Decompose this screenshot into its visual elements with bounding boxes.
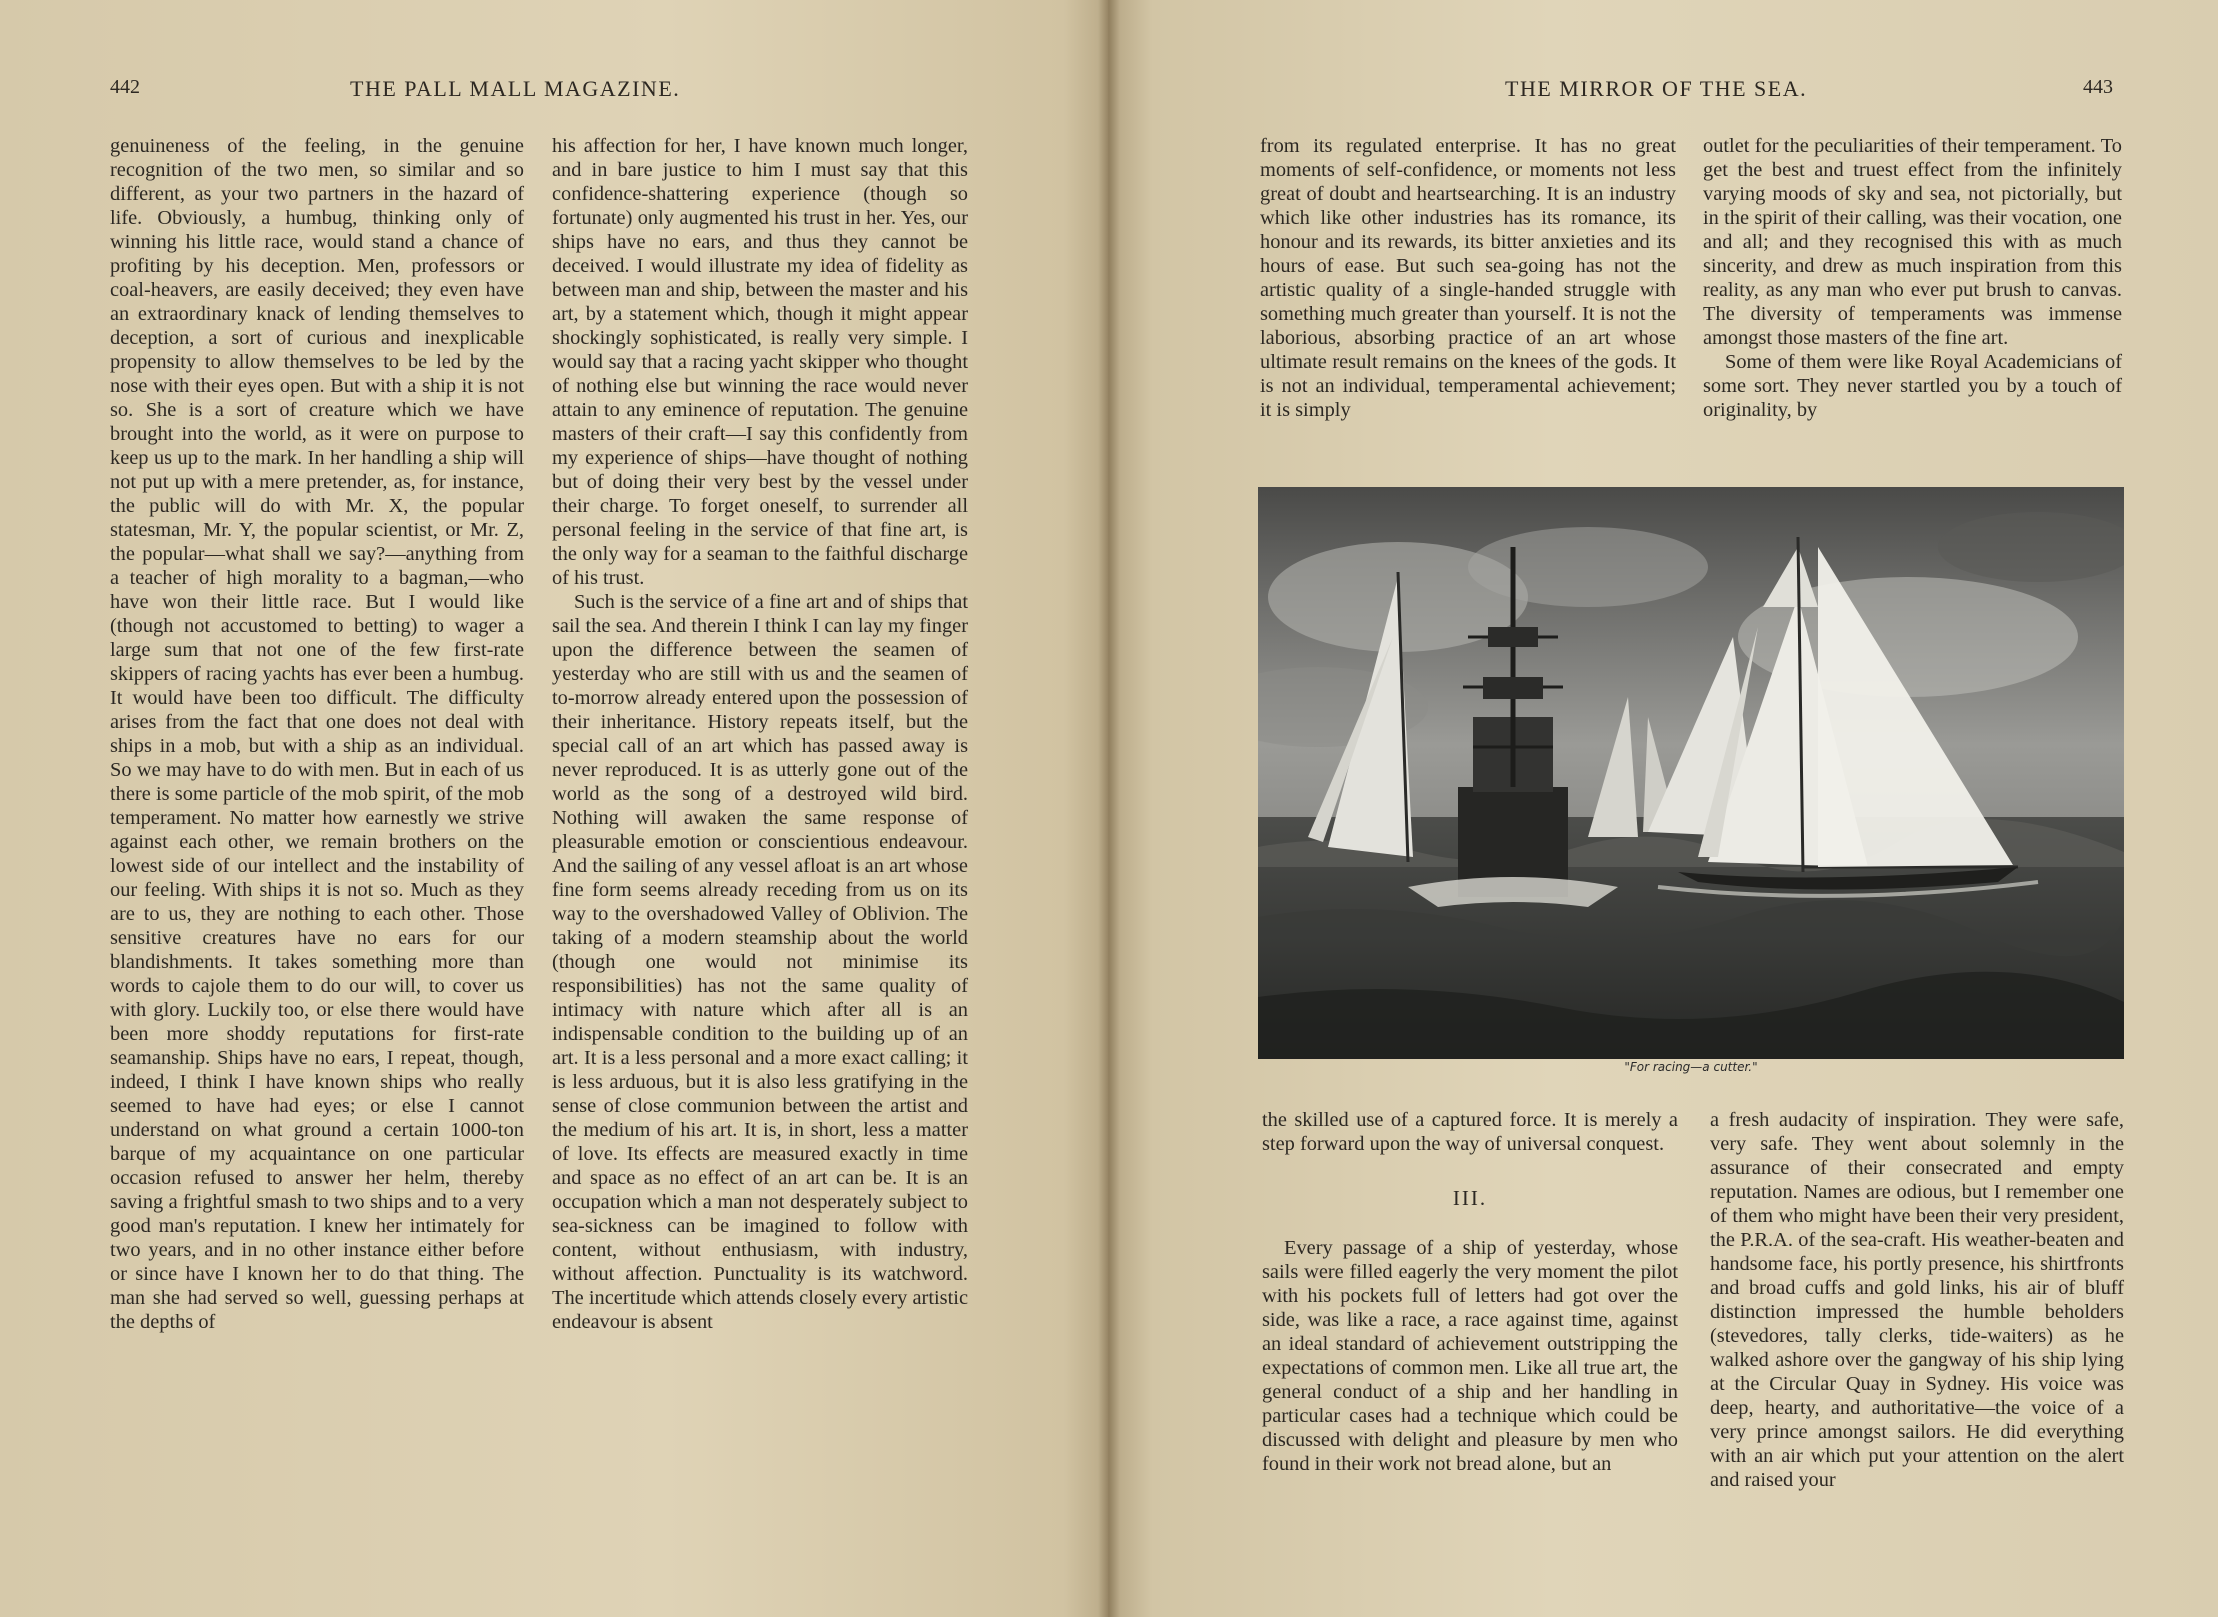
paragraph: his affection for her, I have known much longer, and in bare justice to him I must say that this confidence-shattering experience (though so fortunate) only augmented his trust in her. Yes, our ships have no ears, and thus they cannot be deceived. I would illustrate my idea of fidelity as between man and ship, between the master and his art, by a statement which, though it might appear shockingly sophisticated, is really very simple. I would say that a racing yacht skipper who thought of nothing else but winning the race would never attain to any eminence of reputation. The genuine masters of their craft—I say this confidently from my experience of ships—have thought of nothing but of doing their very best by the vessel under their charge. To forget oneself, to surrender all personal feeling in the service of that fine art, is the only way for a seaman to the faithful discharge of his trust. bbox=[552, 135, 968, 589]
left-column-2 bbox=[552, 134, 968, 1334]
right-column-1-top bbox=[1260, 134, 1676, 422]
right-column-2-top bbox=[1703, 134, 2122, 422]
book-gutter bbox=[1098, 0, 1120, 1617]
paragraph: Every passage of a ship of yesterday, whose sails were filled eagerly the very moment the pilot with his pockets full of letters had got over the side, was like a race, a race against time, against an ideal standard of achievement outstripping the expectations of common men. Like all true art, the general conduct of a ship and her handling in particular cases had a technique which could be discussed with delight and pleasure by men who found in their work not bread alone, but an bbox=[1262, 1237, 1678, 1475]
paragraph: genuineness of the feeling, in the genuine recognition of the two men, so similar and so different, as your two partners in the hazard of life. Obviously, a humbug, thinking only of winning his little race, would stand a chance of profiting by his deception. Men, professors or coal-heavers, are easily deceived; they even have an extraordinary knack of lending themselves to deception, a sort of curious and inexplicable propensity to allow themselves to be led by the nose with their eyes open. But with a ship it is not so. She is a sort of creature which we have brought into the world, as it were on purpose to keep us up to the mark. In her handling a ship will not put up with a mere pretender, as, for instance, the public will do with Mr. X, the popular statesman, Mr. Y, the popular scientist, or Mr. Z, the popular—what shall we say?—anything from a teacher of high morality to a bagman,—who have won their little race. But I would like (though not accustomed to betting) to wager a large sum that not one of the few first-rate skippers of racing yachts has ever been a humbug. It would have been too difficult. The difficulty arises from the fact that one does not deal with ships in a mob, but with a ship as an individual. So we may have to do with men. But in each of us there is some particle of the mob spirit, of the mob temperament. No matter how earnestly we strive against each other, we remain brothers on the lowest side of our intellect and the instability of our feeling. With ships it is not so. Much as they are to us, they are nothing to each other. Those sensitive creatures have no ears for our blandishments. It takes something more than words to cajole them to do our will, to cover us with glory. Luckily too, or else there would have been more shoddy reputations for first-rate seamanship. Ships have no ears, I repeat, though, indeed, I think I have known ships who really seemed to have had eyes; or else I cannot understand on what ground a certain 1000-ton barque of my acquaintance on one particular occasion refused to answer her helm, thereby saving a frightful smash to two ships and to a very good man's reputation. I knew her intimately for two years, and in no other instance either before or since have I known her to do that thing. The man she had served so well, guessing perhaps at the depths of bbox=[110, 135, 524, 1333]
page-number-left: 442 bbox=[110, 76, 140, 98]
running-head-right: THE MIRROR OF THE SEA. bbox=[1505, 76, 1808, 101]
paragraph: Some of them were like Royal Academicians of some sort. They never startled you by a touch of originality, by bbox=[1703, 351, 2122, 421]
section-heading: III. bbox=[1452, 1186, 1488, 1210]
right-column-1-bottom bbox=[1262, 1108, 1678, 1476]
page-number-right: 443 bbox=[2083, 76, 2113, 98]
paragraph: outlet for the peculiarities of their temperament. To get the best and truest effect from the infinitely varying moods of sky and sea, not pictorially, but in the spirit of their calling, was their vocation, one and all; and they recognised this with as much sincerity, and drew as much inspiration from this reality, as any man who ever put brush to canvas. The diversity of temperaments was immense amongst those masters of the fine art. bbox=[1703, 135, 2122, 349]
illustration-caption: "For racing—a cutter." bbox=[1624, 1060, 1758, 1074]
paragraph: the skilled use of a captured force. It is merely a step forward upon the way of universal conquest. bbox=[1262, 1109, 1678, 1155]
paragraph: Such is the service of a fine art and of ships that sail the sea. And therein I think I can lay my finger upon the difference between the seamen of yesterday who are still with us and the seamen of to-morrow already entered upon the possession of their inheritance. History repeats itself, but the special call of an art which has passed away is never reproduced. It is as utterly gone out of the world as the song of a destroyed wild bird. Nothing will awaken the same response of pleasurable emotion or conscientious endeavour. And the sailing of any vessel afloat is an art whose fine form seems already receding from us on its way to the overshadowed Valley of Oblivion. The taking of a modern steamship about the world (though one would not minimise its responsibilities) has not the same quality of intimacy with nature which after all is an indispensable condition to the building up of an art. It is a less personal and a more exact calling; it is less arduous, but it is also less gratifying in the sense of close communion between the artist and the medium of his art. It is, in short, less a matter of love. Its effects are measured exactly in time and space as no effect of an art can be. It is an occupation which a man not desperately subject to sea-sickness can be imagined to follow with content, without enthusiasm, with industry, without affection. Punctuality is its watchword. The incertitude which attends closely every artistic endeavour is absent bbox=[552, 591, 968, 1333]
paragraph: from its regulated enterprise. It has no great moments of self-confidence, or moments not less great of doubt and heartsearching. It is an industry which like other industries has its romance, its honour and its rewards, its bitter anxieties and its hours of ease. But such sea-going has not the artistic quality of a single-handed struggle with something much greater than yourself. It is not the laborious, absorbing practice of an art whose ultimate result remains on the knees of the gods. It is not an individual, temperamental achievement; it is simply bbox=[1260, 135, 1676, 421]
left-column-1 bbox=[110, 134, 524, 1334]
racing-yachts-picture bbox=[1258, 487, 2124, 1059]
illustration-racing-cutter bbox=[1258, 487, 2124, 1059]
running-head-left: THE PALL MALL MAGAZINE. bbox=[350, 76, 681, 101]
paragraph: a fresh audacity of inspiration. They were safe, very safe. They went about solemnly in the assurance of their consecrated and empty reputation. Names are odious, but I remember one of them who might have been their very president, the P.R.A. of the sea-craft. His weather-beaten and handsome face, his portly presence, his shirtfronts and broad cuffs and gold links, his air of bluff distinction impressed the humble beholders (stevedores, tally clerks, tide-waiters) as he walked ashore over the gangway of his ship lying at the Circular Quay in Sydney. His voice was deep, hearty, and authoritative—the voice of a very prince amongst sailors. He did everything with an air which put your attention on the alert and raised your bbox=[1710, 1109, 2124, 1491]
right-column-2-bottom bbox=[1710, 1108, 2124, 1492]
